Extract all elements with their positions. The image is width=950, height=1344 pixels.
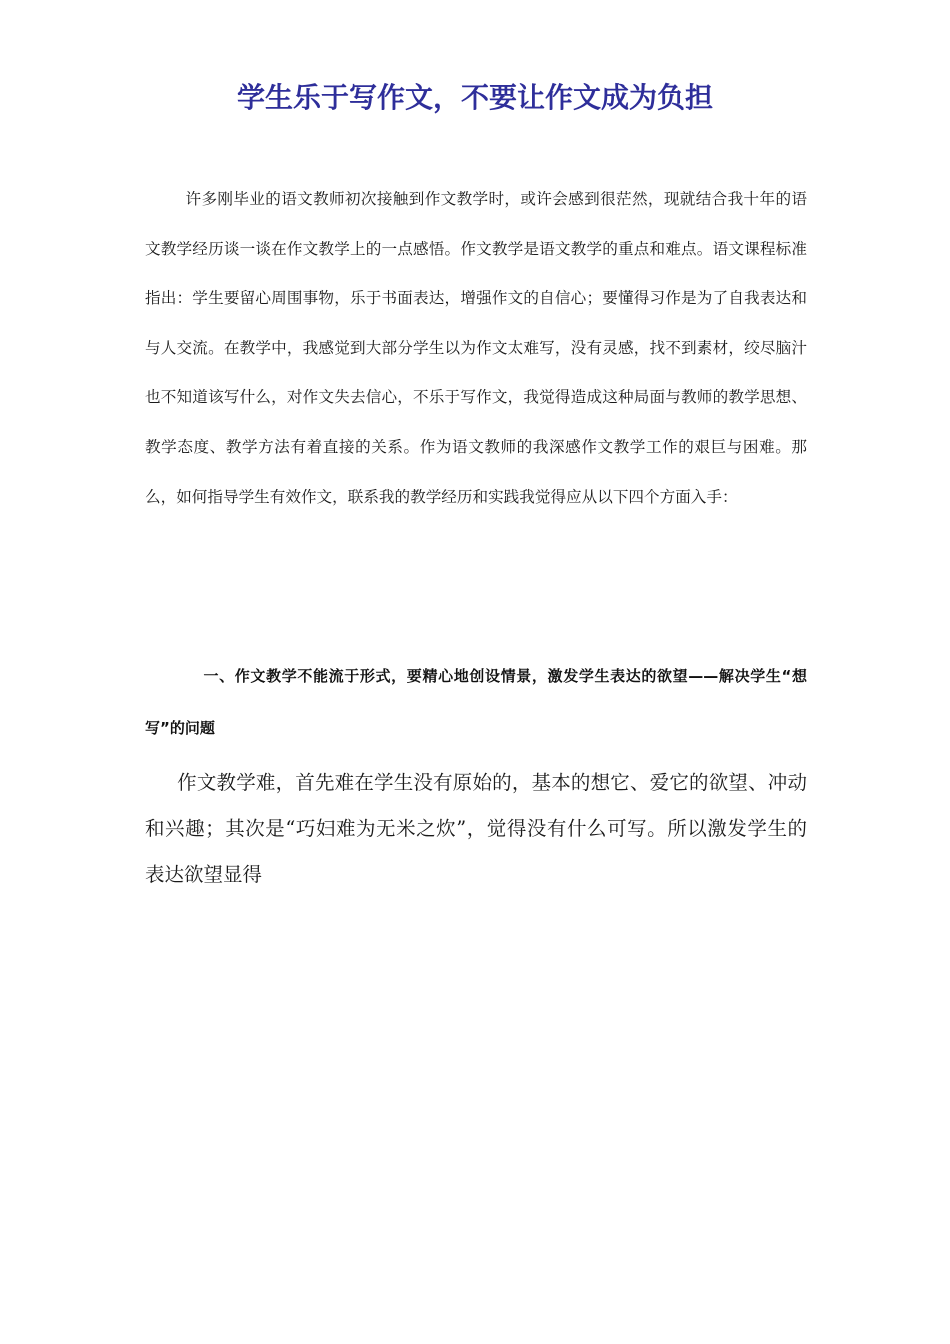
document-title: 学生乐于写作文，不要让作文成为负担 (236, 81, 713, 114)
section-heading: 一、作文教学不能流于形式，要精心地创设情景，激发学生表达的欲望——解决学生“想写”的问题 (145, 667, 807, 737)
section-paragraph: 作文教学难，首先难在学生没有原始的，基本的想它、爱它的欲望、冲动和兴趣；其次是“巧妇难为无米之炊”，觉得没有什么可写。所以激发学生的表达欲望显得 (145, 771, 807, 886)
intro-paragraph: 许多刚毕业的语文教师初次接触到作文教学时，或许会感到很茫然，现就结合我十年的语文教学经历谈一谈在作文教学上的一点感悟。作文教学是语文教学的重点和难点。语文课程标准指出：学生要留心周围事物，乐于书面表达，增强作文的自信心；要懂得习作是为了自我表达和与人交流。在教学中，我感觉到大部分学生以为作文太难写，没有灵感，找不到素材，绞尽脑汁也不知道该写什么，对作文失去信心，不乐于写作文，我觉得造成这种局面与教师的教学思想、教学态度、教学方法有着直接的关系。作为语文教师的我深感作文教学工作的艰巨与困难。那么，如何指导学生有效作文，联系我的教学经历和实践我觉得应从以下四个方面入手： (145, 190, 807, 506)
